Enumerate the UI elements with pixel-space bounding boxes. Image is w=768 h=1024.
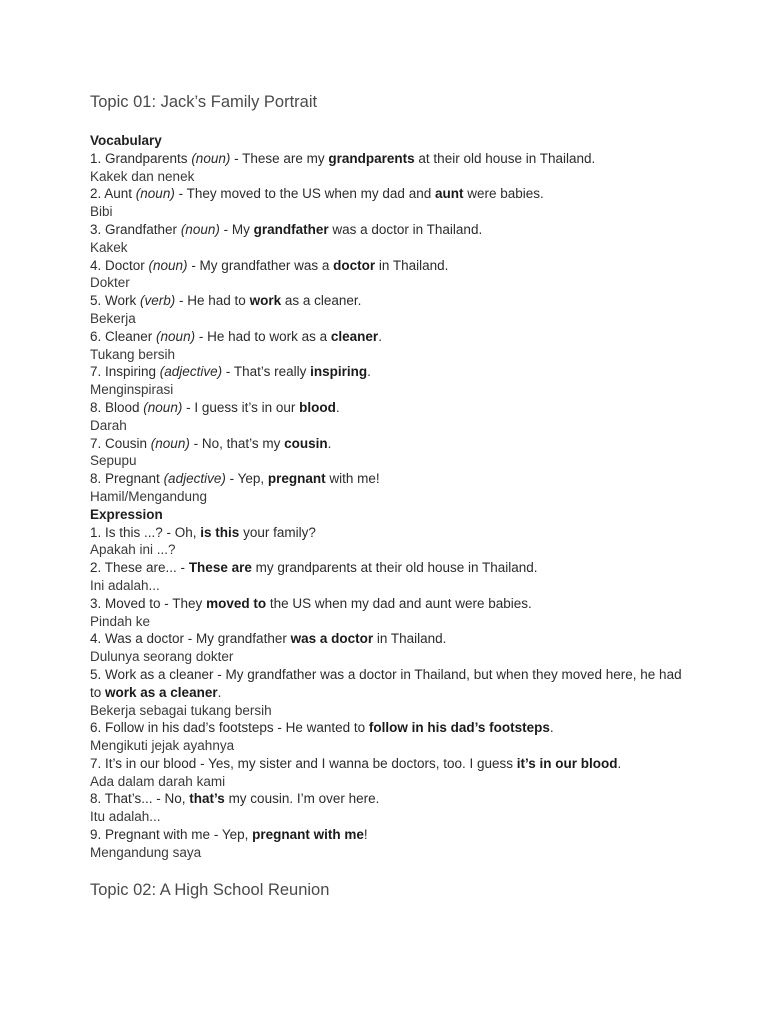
expression-section bbox=[90, 506, 690, 862]
vocab-entry bbox=[90, 435, 690, 453]
vocab-part-of-speech: (adjective) bbox=[159, 364, 223, 380]
vocab-example-highlight: aunt bbox=[434, 186, 464, 202]
expression-entry bbox=[90, 524, 690, 542]
expression-highlight: pregnant with me bbox=[252, 827, 364, 843]
vocab-translation: Kakek dan nenek bbox=[90, 168, 195, 184]
vocab-part-of-speech: (noun) bbox=[156, 328, 196, 344]
vocabulary-heading: Vocabulary bbox=[90, 133, 162, 148]
vocab-entry bbox=[90, 328, 690, 346]
vocab-example-highlight: blood bbox=[299, 399, 336, 415]
vocab-example-text: . bbox=[335, 399, 340, 415]
expression-text: 6. Follow in his dad’s footsteps - He wanted to bbox=[90, 720, 369, 736]
vocab-example-text: - They moved to the US when my dad and bbox=[174, 186, 435, 202]
vocab-example-text: - He had to work as a bbox=[195, 328, 331, 344]
expression-entry bbox=[90, 630, 690, 648]
vocab-part-of-speech: (noun) bbox=[143, 399, 183, 415]
expression-translation: Ini adalah... bbox=[90, 577, 160, 593]
vocab-word: 7. Inspiring bbox=[90, 364, 160, 380]
vocab-example-highlight: grandfather bbox=[253, 221, 329, 237]
vocab-part-of-speech: (verb) bbox=[140, 293, 176, 309]
vocab-example-text: . bbox=[367, 364, 371, 380]
vocabulary-list bbox=[90, 150, 690, 506]
expression-entry bbox=[90, 666, 690, 702]
expression-translation: Apakah ini ...? bbox=[90, 542, 176, 558]
expression-highlight: These are bbox=[188, 560, 252, 576]
vocab-translation: Tukang bersih bbox=[90, 346, 176, 362]
expression-text: . bbox=[217, 684, 222, 700]
expression-translation: Mengikuti jejak ayahnya bbox=[90, 738, 235, 754]
expression-text: your family? bbox=[239, 524, 316, 540]
expression-list bbox=[90, 524, 690, 862]
vocab-example-text: . bbox=[327, 435, 332, 451]
vocab-word: 7. Cousin bbox=[90, 435, 151, 451]
vocab-example-highlight: cousin bbox=[284, 435, 328, 451]
vocab-example-text: - No, that’s my bbox=[189, 435, 285, 451]
expression-translation: Bekerja sebagai tukang bersih bbox=[90, 702, 272, 718]
expression-entry bbox=[90, 559, 690, 577]
topic-02-title: Topic 02: A High School Reunion bbox=[90, 880, 330, 899]
expression-text: my grandparents at their old house in Thailand. bbox=[251, 560, 538, 576]
vocab-example-highlight: inspiring bbox=[310, 364, 368, 380]
vocab-word: 6. Cleaner bbox=[90, 328, 157, 344]
vocab-example-text: at their old house in Thailand. bbox=[414, 150, 596, 166]
expression-text: 5. Work as a cleaner - My grandfather was a doctor in Thailand, but when they moved here, he had to bbox=[90, 666, 682, 700]
vocab-entry bbox=[90, 185, 690, 203]
vocab-example-text: - He had to bbox=[175, 293, 250, 309]
vocab-example-text: . bbox=[378, 328, 382, 344]
vocab-example-text: - My bbox=[219, 221, 254, 237]
vocab-word: 1. Grandparents bbox=[90, 150, 192, 166]
vocab-example-text: in Thailand. bbox=[375, 257, 449, 273]
vocab-example-highlight: grandparents bbox=[328, 150, 415, 166]
expression-highlight: work as a cleaner bbox=[105, 684, 218, 700]
vocab-part-of-speech: (noun) bbox=[135, 186, 175, 202]
vocab-example-text: as a cleaner. bbox=[281, 293, 362, 309]
expression-text: 7. It’s in our blood - Yes, my sister and I wanna be doctors, too. I guess bbox=[90, 755, 517, 771]
vocab-translation: Bekerja bbox=[90, 310, 136, 326]
vocab-example-text: was a doctor in Thailand. bbox=[328, 221, 483, 237]
vocab-word: 8. Blood bbox=[90, 399, 144, 415]
expression-entry bbox=[90, 719, 690, 737]
vocab-word: 8. Pregnant bbox=[90, 471, 164, 487]
expression-text: . bbox=[617, 755, 622, 771]
expression-translation: Pindah ke bbox=[90, 613, 151, 629]
vocab-example-text: - Yep, bbox=[225, 471, 268, 487]
vocab-example-highlight: cleaner bbox=[330, 328, 379, 344]
expression-text: my cousin. I’m over here. bbox=[224, 791, 380, 807]
vocab-example-text: - I guess it’s in our bbox=[182, 399, 300, 415]
expression-entry bbox=[90, 790, 690, 808]
vocab-part-of-speech: (noun) bbox=[180, 221, 220, 237]
vocab-part-of-speech: (adjective) bbox=[163, 471, 226, 487]
expression-text: 3. Moved to - They bbox=[90, 595, 207, 611]
vocab-example-highlight: work bbox=[249, 293, 282, 309]
vocab-entry bbox=[90, 363, 690, 381]
expression-heading: Expression bbox=[90, 506, 163, 522]
expression-highlight: that’s bbox=[189, 791, 225, 807]
vocab-word: 5. Work bbox=[90, 293, 141, 309]
vocab-example-text: - My grandfather was a bbox=[187, 257, 334, 273]
vocab-example-text: were babies. bbox=[463, 186, 544, 202]
expression-translation: Itu adalah... bbox=[90, 809, 161, 825]
vocabulary-section bbox=[90, 132, 690, 506]
expression-highlight: follow in his dad’s footsteps bbox=[368, 720, 550, 736]
vocab-word: 3. Grandfather bbox=[90, 221, 181, 237]
expression-text: 1. Is this ...? - Oh, bbox=[90, 524, 201, 540]
vocab-translation: Darah bbox=[90, 417, 127, 433]
expression-text: 2. These are... - bbox=[90, 560, 189, 576]
expression-translation: Mengandung saya bbox=[90, 844, 202, 860]
expression-translation: Ada dalam darah kami bbox=[90, 773, 226, 789]
expression-text: in Thailand. bbox=[373, 631, 447, 647]
expression-highlight: moved to bbox=[206, 595, 267, 611]
vocab-example-text: - These are my bbox=[230, 150, 329, 166]
vocab-translation: Dokter bbox=[90, 275, 130, 291]
vocab-translation: Kakek bbox=[90, 239, 128, 255]
expression-highlight: is this bbox=[200, 524, 240, 540]
vocab-translation: Bibi bbox=[90, 204, 113, 220]
vocab-entry bbox=[90, 257, 690, 275]
vocab-entry bbox=[90, 470, 690, 488]
vocab-entry bbox=[90, 150, 690, 168]
vocab-word: 2. Aunt bbox=[90, 186, 136, 202]
vocab-entry bbox=[90, 399, 690, 417]
vocab-translation: Menginspirasi bbox=[90, 382, 174, 398]
document-page bbox=[90, 92, 690, 900]
vocab-example-text: with me! bbox=[325, 471, 380, 487]
expression-text: . bbox=[549, 720, 554, 736]
expression-translation: Dulunya seorang dokter bbox=[90, 649, 234, 665]
expression-text: 9. Pregnant with me - Yep, bbox=[90, 827, 253, 843]
expression-entry bbox=[90, 755, 690, 773]
vocab-part-of-speech: (noun) bbox=[148, 257, 188, 273]
expression-highlight: it’s in our blood bbox=[516, 755, 618, 771]
expression-text: 4. Was a doctor - My grandfather bbox=[90, 631, 291, 647]
vocab-translation: Hamil/Mengandung bbox=[90, 488, 208, 504]
vocab-part-of-speech: (noun) bbox=[150, 435, 190, 451]
vocab-part-of-speech: (noun) bbox=[191, 150, 231, 166]
topic-01-title: Topic 01: Jack’s Family Portrait bbox=[90, 93, 318, 111]
expression-entry bbox=[90, 826, 690, 844]
expression-entry bbox=[90, 595, 690, 613]
expression-text: the US when my dad and aunt were babies. bbox=[266, 595, 532, 611]
vocab-example-text: - That’s really bbox=[222, 364, 311, 380]
vocab-example-highlight: pregnant bbox=[267, 471, 326, 487]
vocab-entry bbox=[90, 221, 690, 239]
expression-text: 8. That’s... - No, bbox=[90, 791, 190, 807]
vocab-example-highlight: doctor bbox=[333, 257, 376, 273]
vocab-translation: Sepupu bbox=[90, 453, 137, 469]
vocab-entry bbox=[90, 292, 690, 310]
vocab-word: 4. Doctor bbox=[90, 257, 149, 273]
expression-highlight: was a doctor bbox=[290, 631, 374, 647]
expression-text: ! bbox=[363, 827, 368, 843]
